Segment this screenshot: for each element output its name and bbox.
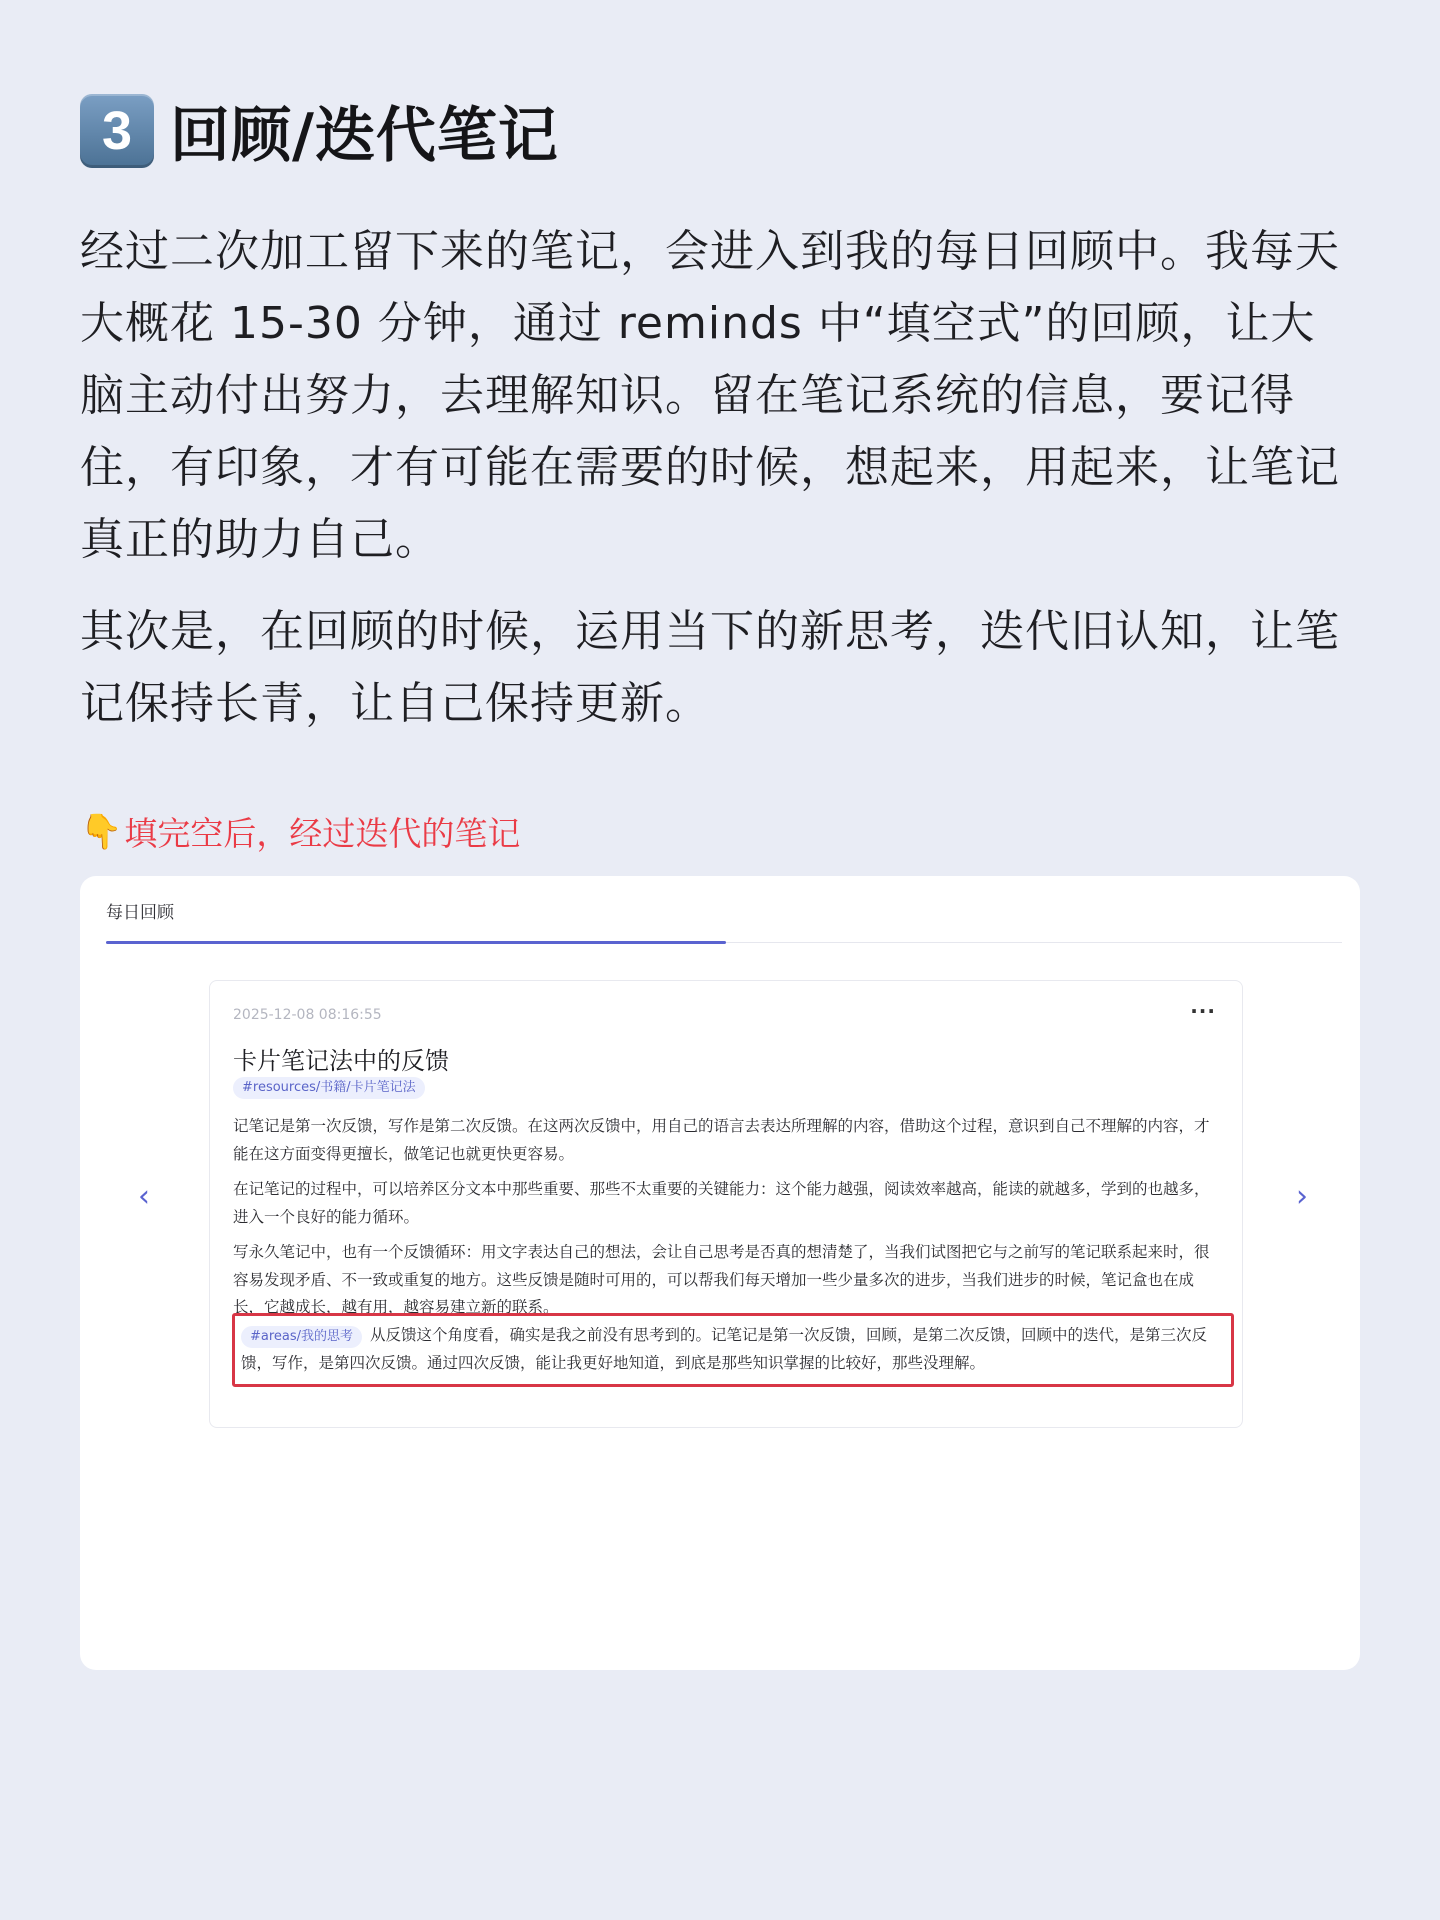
active-tab-indicator [106, 941, 726, 944]
note-body [233, 1113, 1223, 1330]
iteration-text: 从反馈这个角度看，确实是我之前没有思考到的。记笔记是第一次反馈，回顾，是第二次反馈，回顾中的迭代，是第三次反馈，写作，是第四次反馈。通过四次反馈，能让我更好地知道，到底是那些知识掌握的比较好，那些没理解。 [241, 1326, 1208, 1372]
note-paragraph: 在记笔记的过程中，可以培养区分文本中那些重要、那些不太重要的关键能力：这个能力越强，阅读效率越高，能读的就越多，学到的也越多，进入一个良好的能力循环。 [233, 1180, 1210, 1226]
note-card [209, 980, 1243, 1428]
tab-bar [106, 876, 1342, 943]
note-title: 卡片笔记法中的反馈 [233, 1047, 449, 1075]
number-three-badge-icon: 3 [80, 94, 154, 168]
more-options-icon[interactable]: ··· [1190, 999, 1216, 1023]
highlighted-iteration-box [232, 1313, 1234, 1387]
caption-text: 填完空后，经过迭代的笔记 [124, 814, 521, 853]
note-tag[interactable]: #resources/书籍/卡片笔记法 [233, 1077, 425, 1099]
section-heading [80, 88, 559, 174]
paragraph-iterate: 其次是，在回顾的时候，运用当下的新思考，迭代旧认知，让笔记保持长青，让自己保持更新。 [80, 606, 1340, 729]
note-paragraph: 记笔记是第一次反馈，写作是第二次反馈。在这两次反馈中，用自己的语言去表达所理解的内容，借助这个过程，意识到自己不理解的内容，才能在这方面变得更擅长，做笔记也就更快更容易。 [233, 1117, 1210, 1163]
chevron-right-icon[interactable]: › [1296, 1179, 1308, 1214]
chevron-left-icon[interactable]: ‹ [138, 1179, 150, 1214]
image-caption [80, 808, 520, 855]
section-title: 回顾/迭代笔记 [170, 101, 559, 171]
daily-review-screenshot [80, 876, 1360, 1670]
paragraph-review: 经过二次加工留下来的笔记，会进入到我的每日回顾中。我每天大概花 15-30 分钟，通过 reminds 中“填空式”的回顾，让大脑主动付出努力，去理解知识。留在笔记系统的信息，要记得住，有印象，才有可能在需要的时候，想起来，用起来，让笔记真正的助力自己。 [80, 226, 1340, 565]
note-paragraph: 写永久笔记中，也有一个反馈循环：用文字表达自己的想法，会让自己思考是否真的想清楚了，当我们试图把它与之前写的笔记联系起来时，很容易发现矛盾、不一致或重复的地方。这些反馈是随时可用的，可以帮我们每天增加一些少量多次的进步，当我们进步的时候，笔记盒也在成长，它越成长，越有用，越容易建立新的联系。 [233, 1243, 1210, 1316]
pointing-down-hand-icon: 👇 [80, 811, 123, 852]
iteration-paragraph [241, 1322, 1229, 1377]
note-timestamp: 2025-12-08 08:16:55 [233, 1007, 382, 1023]
tab-daily-review[interactable]: 每日回顾 [106, 903, 174, 923]
my-thoughts-tag[interactable]: #areas/我的思考 [241, 1326, 362, 1348]
